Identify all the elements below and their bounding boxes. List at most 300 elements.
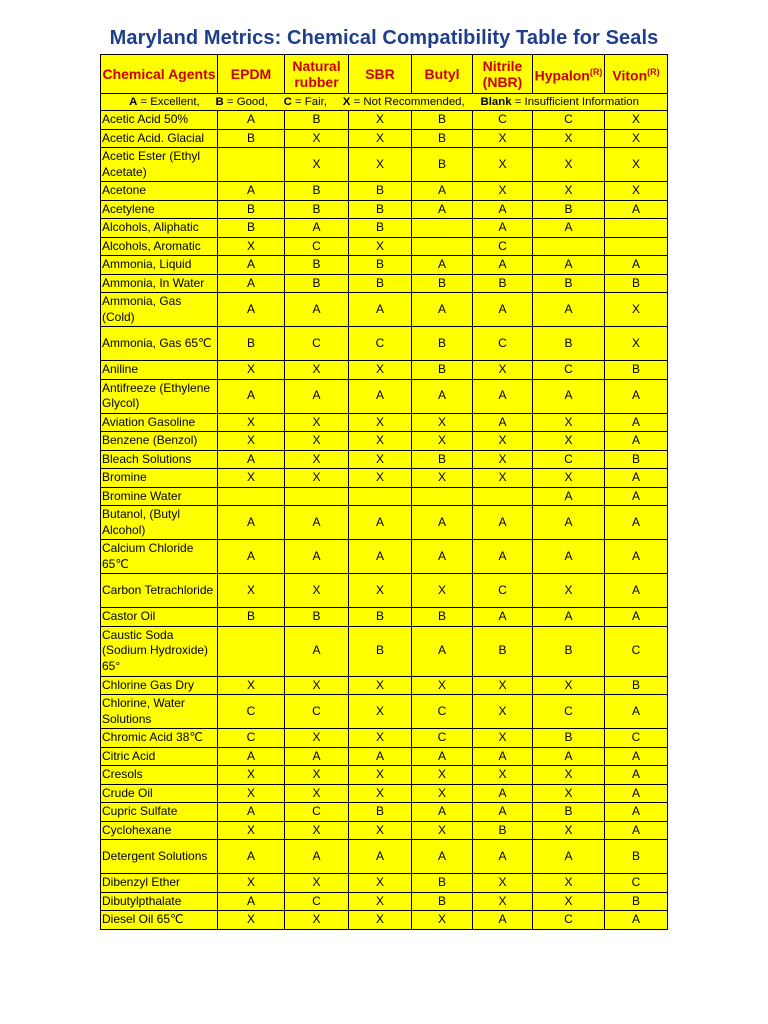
header-viton-text: Viton xyxy=(612,67,648,84)
table-row xyxy=(101,148,668,182)
epdm-rating-cell: A xyxy=(218,379,285,413)
butyl-rating-cell: A xyxy=(412,182,473,201)
sbr-rating-cell: X xyxy=(349,821,412,840)
sbr-rating-cell: X xyxy=(349,432,412,451)
epdm-rating-cell: B xyxy=(218,327,285,361)
epdm-rating-cell: A xyxy=(218,256,285,275)
natural-rubber-rating-cell: A xyxy=(285,293,349,327)
natural-rubber-rating-cell: X xyxy=(285,821,349,840)
hypalon-rating-cell: C xyxy=(533,695,605,729)
natural-rubber-rating-cell: X xyxy=(285,148,349,182)
chemical-agent-cell: Acetic Acid 50% xyxy=(101,111,218,130)
legend-x-text: = Not Recommended, xyxy=(350,96,465,108)
natural-rubber-rating-cell: C xyxy=(285,892,349,911)
header-nitrile-line1: Nitrile xyxy=(482,58,523,74)
epdm-rating-cell xyxy=(218,148,285,182)
hypalon-rating-cell: C xyxy=(533,450,605,469)
sbr-rating-cell: B xyxy=(349,219,412,238)
butyl-rating-cell xyxy=(412,237,473,256)
epdm-rating-cell xyxy=(218,626,285,676)
natural-rubber-rating-cell: B xyxy=(285,274,349,293)
chemical-agent-cell: Chromic Acid 38℃ xyxy=(101,729,218,748)
sbr-rating-cell: B xyxy=(349,626,412,676)
hypalon-rating-cell: B xyxy=(533,803,605,822)
epdm-rating-cell: X xyxy=(218,874,285,893)
viton-rating-cell: B xyxy=(605,274,668,293)
natural-rubber-rating-cell: C xyxy=(285,695,349,729)
butyl-rating-cell: A xyxy=(412,803,473,822)
natural-rubber-rating-cell: X xyxy=(285,450,349,469)
epdm-rating-cell: X xyxy=(218,911,285,930)
hypalon-rating-cell: X xyxy=(533,432,605,451)
chemical-agent-cell: Acetic Ester (Ethyl Acetate) xyxy=(101,148,218,182)
viton-rating-cell: B xyxy=(605,892,668,911)
chemical-agent-cell: Aniline xyxy=(101,361,218,380)
nitrile-rating-cell: X xyxy=(473,469,533,488)
viton-rating-cell: B xyxy=(605,361,668,380)
table-row xyxy=(101,840,668,874)
hypalon-rating-cell: X xyxy=(533,574,605,608)
natural-rubber-rating-cell: X xyxy=(285,911,349,930)
sbr-rating-cell: X xyxy=(349,237,412,256)
table-row xyxy=(101,608,668,627)
natural-rubber-rating-cell: X xyxy=(285,574,349,608)
header-hypalon xyxy=(533,55,605,94)
butyl-rating-cell: X xyxy=(412,676,473,695)
viton-rating-cell: A xyxy=(605,200,668,219)
natural-rubber-rating-cell: A xyxy=(285,840,349,874)
viton-rating-cell: X xyxy=(605,129,668,148)
chemical-agent-cell: Butanol, (Butyl Alcohol) xyxy=(101,506,218,540)
epdm-rating-cell: A xyxy=(218,747,285,766)
epdm-rating-cell: C xyxy=(218,695,285,729)
nitrile-rating-cell: X xyxy=(473,148,533,182)
viton-rating-cell: A xyxy=(605,911,668,930)
butyl-rating-cell: X xyxy=(412,413,473,432)
hypalon-rating-cell: X xyxy=(533,874,605,893)
legend-c-code: C xyxy=(283,96,292,108)
hypalon-rating-cell: X xyxy=(533,129,605,148)
nitrile-rating-cell: A xyxy=(473,803,533,822)
chemical-agent-cell: Chlorine Gas Dry xyxy=(101,676,218,695)
viton-rating-cell: A xyxy=(605,379,668,413)
hypalon-rating-cell: X xyxy=(533,182,605,201)
nitrile-rating-cell: A xyxy=(473,911,533,930)
chemical-agent-cell: Bromine Water xyxy=(101,487,218,506)
table-row xyxy=(101,274,668,293)
viton-rating-cell: A xyxy=(605,821,668,840)
nitrile-rating-cell: B xyxy=(473,626,533,676)
sbr-rating-cell: X xyxy=(349,469,412,488)
hypalon-rating-cell: A xyxy=(533,506,605,540)
table-row xyxy=(101,695,668,729)
nitrile-rating-cell: B xyxy=(473,821,533,840)
viton-rating-cell xyxy=(605,237,668,256)
viton-rating-cell: A xyxy=(605,574,668,608)
butyl-rating-cell: B xyxy=(412,874,473,893)
natural-rubber-rating-cell: B xyxy=(285,608,349,627)
natural-rubber-rating-cell: A xyxy=(285,219,349,238)
epdm-rating-cell: X xyxy=(218,784,285,803)
table-row xyxy=(101,540,668,574)
legend-a-text: = Excellent, xyxy=(137,96,200,108)
viton-rating-cell: A xyxy=(605,256,668,275)
chemical-agent-cell: Crude Oil xyxy=(101,784,218,803)
nitrile-rating-cell: C xyxy=(473,111,533,130)
viton-rating-cell: X xyxy=(605,327,668,361)
sbr-rating-cell: X xyxy=(349,729,412,748)
chemical-agent-cell: Alcohols, Aromatic xyxy=(101,237,218,256)
hypalon-rating-cell: A xyxy=(533,219,605,238)
natural-rubber-rating-cell: X xyxy=(285,361,349,380)
header-butyl: Butyl xyxy=(412,55,473,94)
chemical-agent-cell: Acetone xyxy=(101,182,218,201)
epdm-rating-cell: X xyxy=(218,237,285,256)
nitrile-rating-cell: X xyxy=(473,361,533,380)
table-row xyxy=(101,676,668,695)
sbr-rating-cell: X xyxy=(349,111,412,130)
butyl-rating-cell: B xyxy=(412,274,473,293)
hypalon-rating-cell xyxy=(533,237,605,256)
sbr-rating-cell: X xyxy=(349,695,412,729)
sbr-rating-cell: X xyxy=(349,892,412,911)
header-chemical-agents: Chemical Agents xyxy=(101,55,218,94)
header-sbr: SBR xyxy=(349,55,412,94)
sbr-rating-cell: B xyxy=(349,803,412,822)
epdm-rating-cell: X xyxy=(218,821,285,840)
table-row xyxy=(101,379,668,413)
natural-rubber-rating-cell: X xyxy=(285,413,349,432)
header-row xyxy=(101,55,668,94)
hypalon-rating-cell: X xyxy=(533,148,605,182)
chemical-agent-cell: Chlorine, Water Solutions xyxy=(101,695,218,729)
epdm-rating-cell: X xyxy=(218,574,285,608)
hypalon-rating-cell: B xyxy=(533,626,605,676)
chemical-agent-cell: Castor Oil xyxy=(101,608,218,627)
hypalon-rating-cell: A xyxy=(533,840,605,874)
epdm-rating-cell: A xyxy=(218,840,285,874)
sbr-rating-cell: X xyxy=(349,129,412,148)
natural-rubber-rating-cell: X xyxy=(285,766,349,785)
viton-rating-cell: B xyxy=(605,676,668,695)
butyl-rating-cell: C xyxy=(412,729,473,748)
hypalon-rating-cell: X xyxy=(533,766,605,785)
butyl-rating-cell: B xyxy=(412,111,473,130)
table-body xyxy=(101,111,668,930)
nitrile-rating-cell: A xyxy=(473,293,533,327)
table-row xyxy=(101,361,668,380)
table-row xyxy=(101,111,668,130)
viton-rating-cell: C xyxy=(605,729,668,748)
table-row xyxy=(101,803,668,822)
butyl-rating-cell: X xyxy=(412,469,473,488)
natural-rubber-rating-cell: X xyxy=(285,784,349,803)
table-row xyxy=(101,432,668,451)
hypalon-rating-cell: A xyxy=(533,256,605,275)
natural-rubber-rating-cell: A xyxy=(285,626,349,676)
epdm-rating-cell: X xyxy=(218,432,285,451)
viton-rating-cell: X xyxy=(605,293,668,327)
epdm-rating-cell: X xyxy=(218,766,285,785)
natural-rubber-rating-cell: X xyxy=(285,676,349,695)
viton-rating-cell: A xyxy=(605,487,668,506)
epdm-rating-cell: X xyxy=(218,469,285,488)
butyl-rating-cell: A xyxy=(412,200,473,219)
butyl-rating-cell: A xyxy=(412,506,473,540)
viton-rating-cell xyxy=(605,219,668,238)
header-nitrile xyxy=(473,55,533,94)
hypalon-rating-cell: X xyxy=(533,413,605,432)
nitrile-rating-cell: A xyxy=(473,608,533,627)
nitrile-rating-cell: A xyxy=(473,413,533,432)
table-row xyxy=(101,413,668,432)
sbr-rating-cell: X xyxy=(349,676,412,695)
butyl-rating-cell: X xyxy=(412,574,473,608)
hypalon-rating-cell: A xyxy=(533,540,605,574)
legend-blank-code: Blank xyxy=(480,96,512,108)
table-row xyxy=(101,487,668,506)
table-row xyxy=(101,574,668,608)
viton-rating-cell: A xyxy=(605,540,668,574)
epdm-rating-cell: A xyxy=(218,450,285,469)
nitrile-rating-cell: A xyxy=(473,840,533,874)
sbr-rating-cell: X xyxy=(349,784,412,803)
hypalon-rating-cell: X xyxy=(533,821,605,840)
nitrile-rating-cell: X xyxy=(473,450,533,469)
chemical-agent-cell: Benzene (Benzol) xyxy=(101,432,218,451)
hypalon-rating-cell: B xyxy=(533,327,605,361)
table-row xyxy=(101,784,668,803)
epdm-rating-cell: A xyxy=(218,293,285,327)
table-row xyxy=(101,766,668,785)
natural-rubber-rating-cell: X xyxy=(285,729,349,748)
legend-c-text: = Fair, xyxy=(291,96,327,108)
nitrile-rating-cell: X xyxy=(473,182,533,201)
chemical-agent-cell: Antifreeze (Ethylene Glycol) xyxy=(101,379,218,413)
viton-rating-cell: A xyxy=(605,432,668,451)
chemical-agent-cell: Alcohols, Aliphatic xyxy=(101,219,218,238)
hypalon-rating-cell: A xyxy=(533,487,605,506)
butyl-rating-cell: B xyxy=(412,148,473,182)
nitrile-rating-cell: A xyxy=(473,506,533,540)
butyl-rating-cell: A xyxy=(412,840,473,874)
sbr-rating-cell: B xyxy=(349,256,412,275)
table-row xyxy=(101,874,668,893)
chemical-agent-cell: Detergent Solutions xyxy=(101,840,218,874)
sbr-rating-cell: X xyxy=(349,574,412,608)
table-row xyxy=(101,821,668,840)
viton-rating-cell: A xyxy=(605,469,668,488)
viton-rating-cell: A xyxy=(605,747,668,766)
butyl-rating-cell: X xyxy=(412,784,473,803)
butyl-rating-cell: X xyxy=(412,911,473,930)
legend-blank-text: = Insufficient Information xyxy=(511,96,639,108)
nitrile-rating-cell: C xyxy=(473,574,533,608)
butyl-rating-cell: B xyxy=(412,892,473,911)
butyl-rating-cell: A xyxy=(412,256,473,275)
table-row xyxy=(101,293,668,327)
compatibility-table xyxy=(100,54,668,930)
sbr-rating-cell: B xyxy=(349,182,412,201)
hypalon-rating-cell: X xyxy=(533,784,605,803)
epdm-rating-cell: X xyxy=(218,413,285,432)
sbr-rating-cell: X xyxy=(349,148,412,182)
natural-rubber-rating-cell: X xyxy=(285,129,349,148)
legend-b-code: B xyxy=(215,96,224,108)
sbr-rating-cell xyxy=(349,487,412,506)
epdm-rating-cell: A xyxy=(218,111,285,130)
nitrile-rating-cell: C xyxy=(473,237,533,256)
natural-rubber-rating-cell: B xyxy=(285,256,349,275)
viton-rating-cell: A xyxy=(605,784,668,803)
natural-rubber-rating-cell: A xyxy=(285,506,349,540)
epdm-rating-cell: B xyxy=(218,219,285,238)
header-epdm: EPDM xyxy=(218,55,285,94)
chemical-agent-cell: Citric Acid xyxy=(101,747,218,766)
chemical-agent-cell: Ammonia, Gas (Cold) xyxy=(101,293,218,327)
butyl-rating-cell: X xyxy=(412,821,473,840)
epdm-rating-cell: A xyxy=(218,182,285,201)
viton-rating-cell: B xyxy=(605,450,668,469)
viton-rating-cell: A xyxy=(605,766,668,785)
table-row xyxy=(101,729,668,748)
hypalon-rating-cell: A xyxy=(533,293,605,327)
page-title: Maryland Metrics: Chemical Compatibility Table for Seals xyxy=(109,27,659,49)
epdm-rating-cell: A xyxy=(218,506,285,540)
natural-rubber-rating-cell: A xyxy=(285,379,349,413)
nitrile-rating-cell: A xyxy=(473,256,533,275)
nitrile-rating-cell: X xyxy=(473,432,533,451)
chemical-agent-cell: Dibutylpthalate xyxy=(101,892,218,911)
nitrile-rating-cell: A xyxy=(473,784,533,803)
hypalon-rating-cell: B xyxy=(533,274,605,293)
table-row xyxy=(101,747,668,766)
chemical-agent-cell: Ammonia, Gas 65℃ xyxy=(101,327,218,361)
header-viton xyxy=(605,55,668,94)
natural-rubber-rating-cell: A xyxy=(285,540,349,574)
chemical-agent-cell: Bleach Solutions xyxy=(101,450,218,469)
butyl-rating-cell xyxy=(412,219,473,238)
nitrile-rating-cell: A xyxy=(473,540,533,574)
butyl-rating-cell: A xyxy=(412,293,473,327)
nitrile-rating-cell: X xyxy=(473,766,533,785)
sbr-rating-cell: A xyxy=(349,379,412,413)
butyl-rating-cell: C xyxy=(412,695,473,729)
chemical-agent-cell: Cresols xyxy=(101,766,218,785)
natural-rubber-rating-cell: C xyxy=(285,327,349,361)
hypalon-rating-cell: A xyxy=(533,379,605,413)
legend-b-text: = Good, xyxy=(223,96,268,108)
hypalon-rating-cell: A xyxy=(533,747,605,766)
table-row xyxy=(101,450,668,469)
viton-rating-cell: X xyxy=(605,182,668,201)
epdm-rating-cell: C xyxy=(218,729,285,748)
header-natural-line2: rubber xyxy=(294,74,339,90)
hypalon-rating-cell: A xyxy=(533,608,605,627)
epdm-rating-cell: A xyxy=(218,540,285,574)
hypalon-rating-cell: C xyxy=(533,911,605,930)
nitrile-rating-cell: X xyxy=(473,892,533,911)
nitrile-rating-cell: A xyxy=(473,747,533,766)
nitrile-rating-cell: X xyxy=(473,729,533,748)
natural-rubber-rating-cell: B xyxy=(285,111,349,130)
chemical-agent-cell: Carbon Tetrachloride xyxy=(101,574,218,608)
chemical-agent-cell: Acetic Acid. Glacial xyxy=(101,129,218,148)
chemical-agent-cell: Calcium Chloride 65℃ xyxy=(101,540,218,574)
natural-rubber-rating-cell: X xyxy=(285,874,349,893)
sbr-rating-cell: A xyxy=(349,293,412,327)
nitrile-rating-cell: C xyxy=(473,327,533,361)
nitrile-rating-cell: X xyxy=(473,874,533,893)
nitrile-rating-cell: A xyxy=(473,200,533,219)
header-hypalon-mark: (R) xyxy=(589,67,603,78)
sbr-rating-cell: C xyxy=(349,327,412,361)
nitrile-rating-cell: X xyxy=(473,676,533,695)
natural-rubber-rating-cell: X xyxy=(285,432,349,451)
epdm-rating-cell: B xyxy=(218,129,285,148)
chemical-agent-cell: Acetylene xyxy=(101,200,218,219)
epdm-rating-cell: A xyxy=(218,892,285,911)
legend-a-code: A xyxy=(129,96,138,108)
table-row xyxy=(101,626,668,676)
natural-rubber-rating-cell: C xyxy=(285,803,349,822)
hypalon-rating-cell: B xyxy=(533,729,605,748)
hypalon-rating-cell: B xyxy=(533,200,605,219)
sbr-rating-cell: X xyxy=(349,450,412,469)
header-nitrile-line2: (NBR) xyxy=(482,74,523,90)
table-row xyxy=(101,327,668,361)
legend xyxy=(101,94,668,111)
natural-rubber-rating-cell: B xyxy=(285,200,349,219)
chemical-agent-cell: Cupric Sulfate xyxy=(101,803,218,822)
sbr-rating-cell: A xyxy=(349,840,412,874)
chemical-agent-cell: Aviation Gasoline xyxy=(101,413,218,432)
natural-rubber-rating-cell: C xyxy=(285,237,349,256)
epdm-rating-cell: X xyxy=(218,361,285,380)
table-row xyxy=(101,200,668,219)
viton-rating-cell: X xyxy=(605,111,668,130)
sbr-rating-cell: A xyxy=(349,747,412,766)
butyl-rating-cell: X xyxy=(412,766,473,785)
sbr-rating-cell: A xyxy=(349,506,412,540)
table-row xyxy=(101,237,668,256)
table-row xyxy=(101,506,668,540)
natural-rubber-rating-cell xyxy=(285,487,349,506)
viton-rating-cell: X xyxy=(605,148,668,182)
chemical-agent-cell: Cyclohexane xyxy=(101,821,218,840)
viton-rating-cell: A xyxy=(605,506,668,540)
nitrile-rating-cell: B xyxy=(473,274,533,293)
legend-x-code: X xyxy=(342,96,351,108)
viton-rating-cell: C xyxy=(605,626,668,676)
sbr-rating-cell: X xyxy=(349,874,412,893)
table-row xyxy=(101,129,668,148)
viton-rating-cell: A xyxy=(605,695,668,729)
viton-rating-cell: A xyxy=(605,413,668,432)
nitrile-rating-cell: X xyxy=(473,129,533,148)
sbr-rating-cell: X xyxy=(349,413,412,432)
butyl-rating-cell: B xyxy=(412,361,473,380)
chemical-agent-cell: Ammonia, In Water xyxy=(101,274,218,293)
natural-rubber-rating-cell: B xyxy=(285,182,349,201)
butyl-rating-cell: A xyxy=(412,540,473,574)
table-row xyxy=(101,911,668,930)
chemical-agent-cell: Diesel Oil 65℃ xyxy=(101,911,218,930)
chemical-agent-cell: Ammonia, Liquid xyxy=(101,256,218,275)
epdm-rating-cell: B xyxy=(218,200,285,219)
table-row xyxy=(101,256,668,275)
viton-rating-cell: B xyxy=(605,840,668,874)
